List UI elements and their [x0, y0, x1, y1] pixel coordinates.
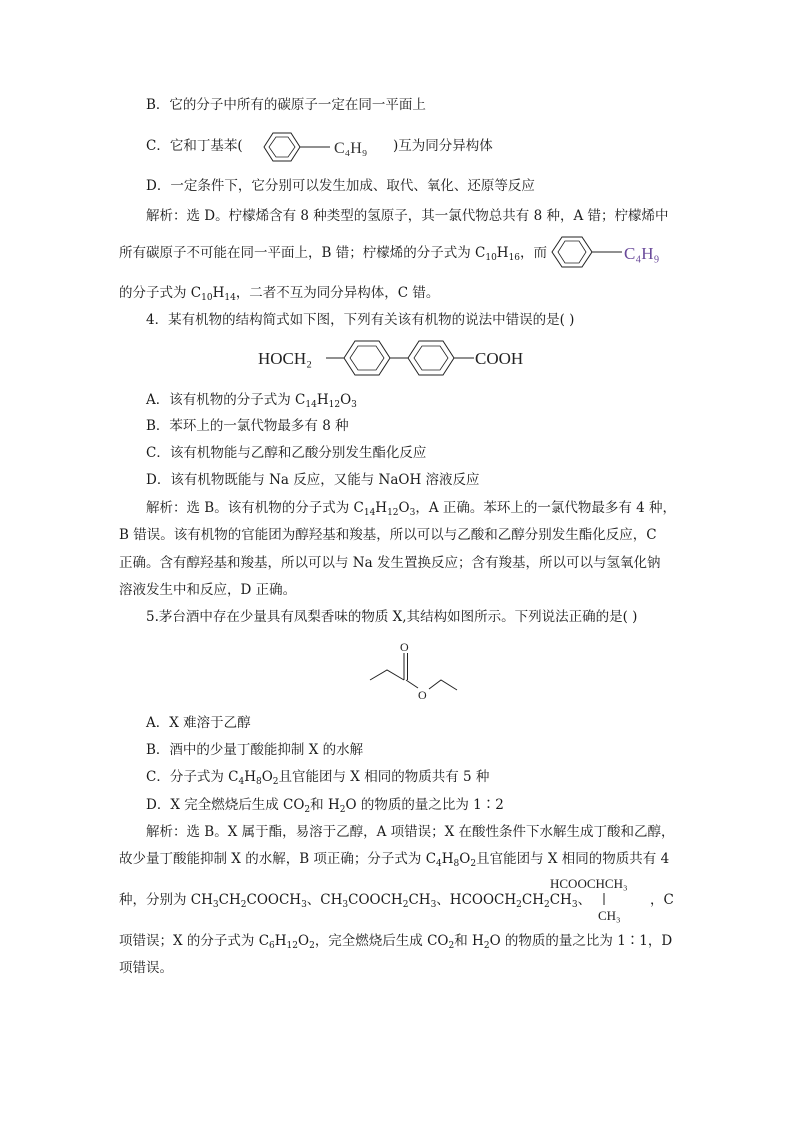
q5-option-b: B．酒中的少量丁酸能抑制 X 的水解 [146, 742, 364, 758]
butyl-label: C₄H₉ [334, 140, 368, 157]
branch-top: HCOOCHCH₃ [550, 876, 628, 891]
q4-option-a: A．该有机物的分子式为 $C_{14}H_{12}O_3$ [146, 392, 357, 410]
q3-explanation-line3: 的分子式为 $C_{10}H_{14}$，二者不互为同分异构体，C 错。 [119, 285, 440, 303]
q3-explanation-line1: 解析：选 D。柠檬烯含有 8 种类型的氢原子，其一氯代物总共有 8 种，A 错；柠檬烯中 [146, 208, 669, 224]
q4-option-c: C．该有机物能与乙醇和乙酸分别发生酯化反应 [146, 445, 427, 461]
butylbenzene-structure-2 [548, 232, 688, 272]
q4-structure [256, 336, 576, 380]
q4-stem: 4．某有机物的结构简式如下图，下列有关该有机物的说法中错误的是( ) [146, 312, 575, 328]
q5-option-a: A．X 难溶于乙醇 [146, 715, 251, 731]
q3-explanation-line2: 所有碳原子不可能在同一平面上，B 错；柠檬烯的分子式为 $C_{10}H_{16}$，而 [119, 245, 548, 263]
q4-option-b: B．苯环上的一氯代物最多有 8 种 [146, 418, 349, 434]
hoch2-group: HOCH₂ [258, 349, 313, 368]
q5-option-c: C．分子式为 $C_4H_8O_2$且官能团与 X 相同的物质共有 5 种 [146, 769, 490, 787]
q3-option-d: D．一定条件下，它分别可以发生加成、取代、氧化、还原等反应 [146, 178, 535, 194]
cooh-group: COOH [475, 349, 524, 368]
carbonyl-oxygen: O [400, 640, 409, 654]
q5-explanation-line2: 故少量丁酸能抑制 X 的水解，B 项正确；分子式为 $C_4H_8O_2$且官能团与 X 相同的物质共有 4 [119, 851, 670, 869]
q4-explanation-line1: 解析：选 B。该有机物的分子式为 $C_{14}H_{12}O_3$，A 正确。苯环上的一氯代物最多有 4 种， [146, 500, 677, 518]
q5-option-d: D．X 完全燃烧后生成 $CO_2$和 $H_2O$ 的物质的量之比为 1∶2 [146, 797, 504, 815]
q4-explanation-line3: 正确。含有醇羟基和羧基，所以可以与 Na 发生置换反应；含有羧基，所以可以与氢氧化钠 [119, 555, 661, 571]
q3-option-c-pre: C．它和丁基苯( [146, 138, 243, 154]
q5-explanation-line5: 项错误。 [119, 960, 173, 976]
butyl-label-2: C₄H₉ [624, 244, 660, 263]
isopropyl-formate-structure [548, 872, 658, 924]
q3-option-c-post: )互为同分异构体 [393, 138, 493, 154]
ethyl-butyrate-structure [365, 638, 465, 704]
butylbenzene-structure [254, 128, 394, 166]
q3-option-b: B．它的分子中所有的碳原子一定在同一平面上 [146, 97, 426, 113]
q4-explanation-line2: B 错误。该有机物的官能团为醇羟基和羧基，所以可以与乙酸和乙醇分别发生酯化反应，C [119, 527, 657, 543]
ester-oxygen: O [418, 688, 427, 702]
q4-option-d: D．该有机物既能与 Na 反应，又能与 NaOH 溶液反应 [146, 472, 480, 488]
q5-stem: 5.茅台酒中存在少量具有凤梨香味的物质 X,其结构如图所示。下列说法正确的是( ) [146, 609, 638, 625]
q5-explanation-line1: 解析：选 B。X 属于酯，易溶于乙醇，A 项错误；X 在酸性条件下水解生成丁酸和乙醇， [146, 824, 675, 840]
q3-option-c [146, 136, 243, 156]
q4-explanation-line4: 溶液发生中和反应，D 正确。 [119, 582, 297, 598]
branch-bottom: CH₃ [598, 908, 621, 923]
q5-explanation-line4: 项错误；X 的分子式为 $C_6H_{12}O_2$，完全燃烧后生成 $CO_2$和 $H_2O$ 的物质的量之比为 1∶1，D [119, 933, 673, 951]
q5-explanation-line3: 种，分别为 $CH_3CH_2COOCH_3$、$CH_3COOCH_2CH_3$、$HCOOCH_2CH_2CH_3$、 [119, 892, 592, 910]
q5-explanation-line3-end: ，C [650, 892, 674, 908]
